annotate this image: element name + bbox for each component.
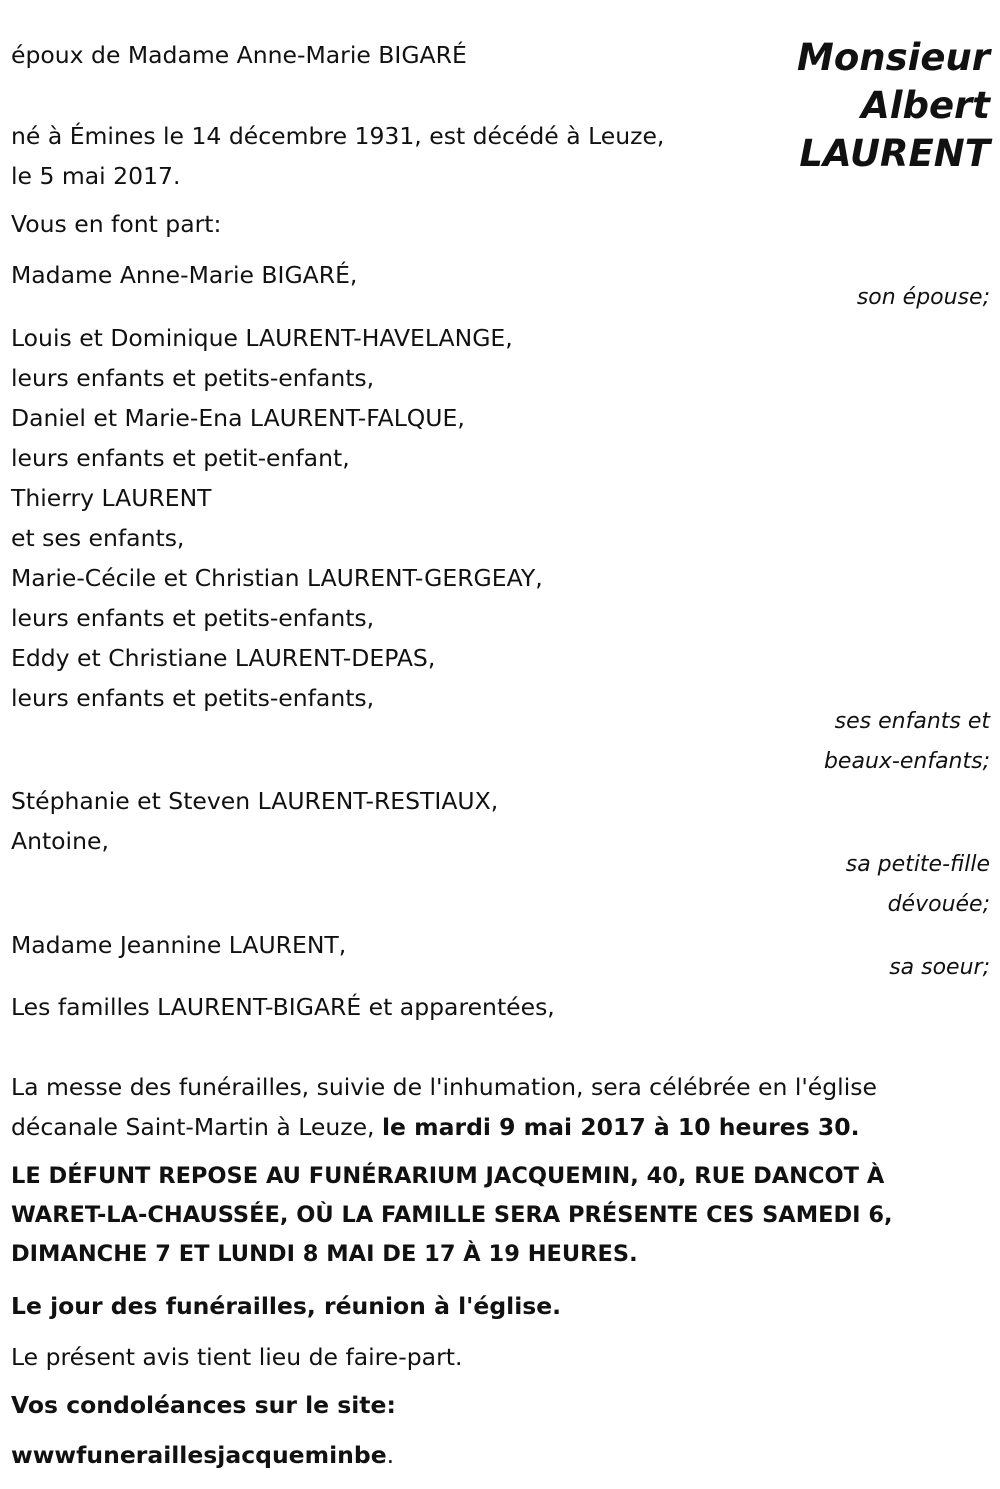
granddaughter-role-2: dévouée; — [887, 892, 990, 917]
repose-line-2: WARET-LA-CHAUSSÉE, OÙ LA FAMILLE SERA PRÉSENTE CES SAMEDI 6, — [11, 1202, 893, 1228]
announce-line: Vous en font part: — [11, 210, 222, 238]
notice-line: Le présent avis tient lieu de faire-part. — [11, 1343, 463, 1371]
repose-line-1: LE DÉFUNT REPOSE AU FUNÉRARIUM JACQUEMIN, 40, RUE DANCOT À — [11, 1163, 885, 1189]
sister-name: Madame Jeannine LAURENT, — [11, 931, 347, 959]
repose-line-3: DIMANCHE 7 ET LUNDI 8 MAI DE 17 À 19 HEURES. — [11, 1241, 638, 1267]
condolences-line: Vos condoléances sur le site: — [11, 1391, 396, 1419]
spouse-name: Madame Anne-Marie BIGARÉ, — [11, 261, 358, 289]
granddaughter-line-1: Stéphanie et Steven LAURENT-RESTIAUX, — [11, 787, 499, 815]
families-line: Les familles LAURENT-BIGARÉ et apparentées, — [11, 993, 555, 1021]
family-line: Eddy et Christiane LAURENT-DEPAS, — [11, 644, 436, 672]
granddaughter-role-1: sa petite-fille — [845, 852, 990, 877]
name-first: Albert — [861, 84, 990, 127]
children-role-1: ses enfants et — [834, 709, 990, 734]
family-line: leurs enfants et petits-enfants, — [11, 364, 375, 392]
mass-location: décanale Saint-Martin à Leuze, — [11, 1113, 375, 1141]
family-line: Daniel et Marie-Ena LAURENT-FALQUE, — [11, 404, 465, 432]
sister-role: sa soeur; — [889, 955, 990, 980]
spouse-role: son épouse; — [856, 285, 990, 310]
meeting-line: Le jour des funérailles, réunion à l'église. — [11, 1292, 562, 1320]
spouse-line: époux de Madame Anne-Marie BIGARÉ — [11, 41, 467, 69]
website-line — [11, 1435, 394, 1475]
family-line: Marie-Cécile et Christian LAURENT-GERGEAY, — [11, 564, 543, 592]
mass-line-1: La messe des funérailles, suivie de l'inhumation, sera célébrée en l'église — [11, 1073, 877, 1101]
mass-line-2 — [11, 1107, 860, 1147]
family-line: et ses enfants, — [11, 524, 185, 552]
family-line: Louis et Dominique LAURENT-HAVELANGE, — [11, 324, 513, 352]
children-role-2: beaux-enfants; — [823, 749, 990, 774]
mass-date: le mardi 9 mai 2017 à 10 heures 30. — [381, 1113, 860, 1141]
family-line: leurs enfants et petits-enfants, — [11, 684, 375, 712]
family-line: leurs enfants et petit-enfant, — [11, 444, 350, 472]
deceased-name — [797, 34, 990, 178]
family-line: leurs enfants et petits-enfants, — [11, 604, 375, 632]
granddaughter-line-2: Antoine, — [11, 827, 109, 855]
name-title: Monsieur — [797, 36, 990, 79]
birth-line-2: le 5 mai 2017. — [11, 162, 181, 190]
name-last: LAURENT — [799, 132, 990, 175]
family-line: Thierry LAURENT — [11, 484, 212, 512]
birth-line-1: né à Émines le 14 décembre 1931, est décédé à Leuze, — [11, 122, 665, 150]
website-link[interactable]: wwwfuneraillesjacqueminbe — [11, 1441, 387, 1469]
website-suffix: . — [386, 1441, 395, 1469]
